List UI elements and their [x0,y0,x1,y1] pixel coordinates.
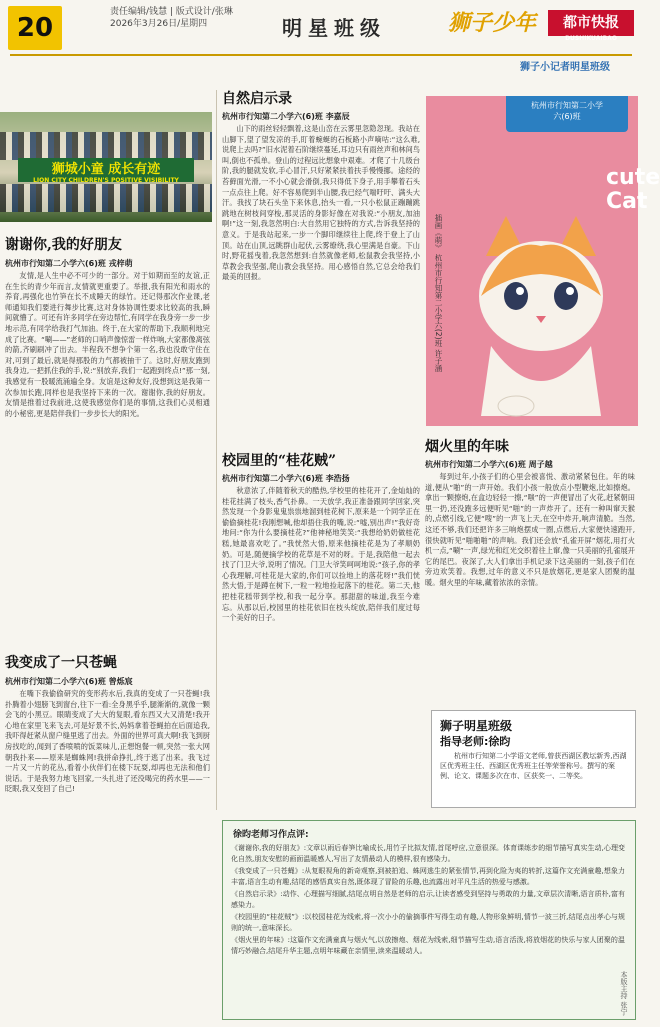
artwork-cat [426,96,660,426]
teacher-intro: 杭州市行知第二小学语文老师,曾获西湖区教坛新秀,西湖区优秀班主任、西湖区优秀班主任等荣誉称号。撰写的案例、论文、课题多次在市、区获奖一、二等奖。 [440,752,627,780]
cute-cat-text: cute Cat [606,165,660,214]
article-title: 自然启示录 [222,91,292,107]
teacher-line: 指导老师:徐昀 [440,735,511,748]
photo-row [0,198,212,212]
teacher-commentary [222,820,636,1020]
header-rule [10,54,632,56]
editor-info [110,6,233,30]
section-title: 明星班级 [282,16,386,40]
commentary-heading: 徐昀老师习作点评: [233,830,309,840]
column-divider [216,90,217,810]
page-number: 20 [8,6,62,50]
class-heading: 狮子明星班级 [440,719,513,733]
article-osmanthus [222,450,420,824]
class-photo [0,112,212,222]
article-byline: 杭州市行知第二小学六(6)班 戎梓萌 [5,259,133,268]
commentary-item: 《我变成了一只苍蝇》:从复眼视角的新奇观察,到被拍追、蛛网逃生的紧张情节,再到化险为夷的转折,这篇作文充满童趣,想象力丰富,语言生动有趣,结尾的感悟真实自然,既体现了冒险的乐趣,也流露出对平凡生活的热爱与感激。 [231,867,625,886]
article-title: 我变成了一只苍蝇 [5,655,117,671]
article-newyear [425,436,635,708]
brand-sub: DUSHIKUAIBAO [565,35,617,42]
article-body: 山下的雨丝轻轻飘着,这是山峦在云雾里忽隐忽现。我站在山脚下,望了望发凉的手,盯着蜿蜒的石板路小声嘀咕:“这么难,说爬上去吗?”旧水泥着石阶继续蔓延,耳边只有雨丝声和林间鸟叫,倒也不孤单。登山的过程远比想象中艰难。才爬了十几级台阶,我的腿就发软,手心冒汗,只好紧紧扶着扶手慢慢挪。途经的苔藓面光滑,一不小心就会滑倒,我只得低下身子,用手攀着石头一点点往上爬。好不容易爬到半山腰,我已经气喘吁吁、满头大汗。我找了块石头坐下来休息,抬头一看,一只小松鼠正蹦蹦跳跳地在树枝间穿梭,那灵活的身影好像在对我说:“小朋友,加油啊!”这一刻,我忽然明白:大自然用它独特的方式,告诉我坚持的意义。于是我站起来,一步一个脚印继续往上爬,终于登上了山顶。站在山顶,远眺群山起伏,云雾缭绕,我心里满是自豪。下山时,野花摇曳着,我忽然想到:自然就像老师,松鼠教会我坚持,小草教会我坚强,爬山教会我坚持。用心感悟自然,它总会给我们最美的回报。 [222,124,420,282]
section-subtitle: 狮子小记者明星班级 [520,62,610,73]
article-body: 友情,是人生中必不可少的一部分。对于如期而至的友谊,正在生长的青少年而言,友情就更重要了。举报,我有阳光和雨水的养育,再强化也竹笋在长不成睡天的绿竹。还记得那次作业课,老师通知我们要进行舞步比赛,这对身体协调性要求比较高的我,瞬间就懵了。可还有许多同学在旁边帮忙,有同学在我身旁一步一步地示范,有同学给我打气加油。终于,在大家的帮助下,我顺利地完成了比赛。“唰——”老师的口哨声像惊雷一样炸响,大家都像离弦的箭,齐刷刷冲了出去。半程我不想争个第一名,我也没敢守住在对,可到了最后,就是得那股的力气都被抽干了。这时,好朋友跑到我身边,一把抓住我的手,说:“别放弃,我们一起跑到终点!”那一刻,我感觉有一股暖流涌遍全身。友谊是这种友好,没想到这是我第一次参加长跑,同样也是我坚持下来的一次。谢谢你,我的好朋友。友情是推着过我前进,这使我感觉你们是的事情,这我们心灵相通的小秘密,更是陪伴我们一步步长大的阳光。 [5,271,210,418]
photo-banner-sub: LION CITY CHILDREN'S POSITIVE VISIBILITY [33,177,179,184]
photo-banner-text: 狮城小童 成长有迹 [51,162,161,177]
editor-line: 责任编辑/钱慧 | 版式设计/张琳 [110,7,233,17]
cat-illustration [466,216,616,416]
photo-banner [18,158,194,182]
article-body: 在嘴下我偷偷研究的变形药水后,我真的变成了一只苍蝇!我扑腾着小翅膀飞到窗台,往下一看:全身黑乎乎,腿渐渐的,就像一颗会飞的小黑豆。眼睛变成了大大的复眼,看东西又大又清楚!我开心地在家里飞来飞去,可是好景不长,妈妈拿着苍蝇拍在后面追我,我吓得赶紧从窗户缝里逃了出去。外面的世界可真大啊!我飞到厨房找吃的,闻到了香喷喷的饭菜味儿,正想饱餐一顿,突然一张大网朝我扑来——原来是蜘蛛网!我拼命挣扎,终于逃了出来。我飞过一片又一片的花丛,看着小伙伴们在楼下玩耍,却再也无法和他们说话。于是我努力地飞回家,一头扎进了还没喝完的药水里——一眨眼,我又变回了自己! [5,689,210,794]
article-title: 校园里的“桂花贼” [222,453,337,469]
artwork-caption: 插画《萌》 杭州市行知第二小学六(2)班 许子涵 [434,214,443,372]
article-nature [222,88,420,462]
photo-row [0,132,212,146]
commentary-item: 《校园里的“桂花贼”》:以校园桂花为线索,将一次小小的偷摘事件写得生动有趣,人物形象鲜明,情节一波三折,结尾点出孝心与规则的统一,意味深长。 [231,913,625,932]
brand-logo [548,10,634,42]
lion-logo: 狮子少年 [448,10,537,36]
article-fly [5,652,210,1027]
article-byline: 杭州市行知第二小学六(6)班 李嘉辰 [222,112,350,121]
brand-name: 都市快报 [563,15,619,31]
article-title: 烟火里的年味 [425,439,509,455]
photo-row [0,184,212,198]
class-info-box [431,710,636,808]
commentary-list [231,843,625,958]
article-byline: 杭州市行知第二小学六(6)班 周子越 [425,460,553,469]
article-title: 谢谢你,我的好朋友 [5,237,122,253]
page-host-signature: 本版主持 张宁 [620,970,628,1015]
article-byline: 杭州市行知第二小学六(6)班 曾烁宸 [5,677,133,686]
commentary-item: 《烟火里的年味》:这篇作文充满童真与烟火气,以放擦炮、烟花为线索,细节描写生动,语言活泼,将放烟花的快乐与家人团聚的温情巧妙融合,结尾升华主题,点明年味藏在亲情里,读来温暖动人。 [231,936,625,955]
article-friend [5,234,210,656]
article-body: 每到过年,小孩子们的心里会被喜悦、激动紧紧包住。年的味道,便从“啪”的一声开始。我们小孩一般放点小型鞭炮,比如擦炮。拿出一颗擦炮,在盒边轻轻一擦,“嗤”的一声便冒出了火花,赶紧朝田里一扔,还没跑多远便听见“啪”的一声炸开了。还有一种叫窜天猴的,点燃引线,它便“嗖”的一声飞上天,在空中炸开,响声清脆。当然,这还不够,我们还把许多三响炮摆成一圈,点燃后,大家便快速跑开,很快就听见“啪啪啪”的声响。我们还会放“孔雀开屏”烟花,用打火机一点,“唰”一声,绿光和红光交织着往上窜,像一只美丽的孔雀展开它的尾巴。夜深了,大人们拿出手机记录下这美丽的一刻,孩子们在旁边欢笑着。我想,过年的意义不只是放烟花,更是家人团聚的温暖。烟火里的年味,藏着浓浓的亲情。 [425,472,635,587]
commentary-item: 《自然启示录》:动作、心理描写细腻,结尾点明自然是老师的启示,让读者感受到坚持与勇敢的力量,文章层次清晰,语言质朴,富有感染力。 [231,890,625,909]
school-badge: 杭州市行知第二小学 六(6)班 [506,96,628,132]
article-byline: 杭州市行知第二小学六(6)班 李浩扬 [222,474,350,483]
date-line: 2026年3月26日/星期四 [110,19,208,29]
commentary-item: 《谢谢你,我的好朋友》:文章以雨后春笋比喻成长,用竹子比拟友情,首尾呼应,立意很深。体育课练步的细节描写真实生动,心理变化自然,朋友安慰的画面温暖感人,写出了友情最动人的模样,很有感染力。 [231,844,625,863]
article-body: 秋意浓了,伴随着秋天的酷热,学校里的桂花开了,金灿灿的桂花挂满了枝头,香气扑鼻。一天放学,我正准备跟同学回家,突然发现一个身影鬼鬼祟祟地溜到桂花树下,原来是一个同学正在偷偷摘桂花!我刚想喊,他却捂住我的嘴,说:“嘘,别出声!”我好奇地问:“你为什么要摘桂花?”他神秘地笑笑:“我想给奶奶做桂花糕,她最喜欢吃了。”我恍然大悟,原来他摘桂花是为了孝顺奶奶。可是,随便摘学校的花草是不对的呀。于是,我陪他一起去找了门卫大爷,说明了情况。门卫大爷笑呵呵地说:“孩子,你的孝心我理解,可桂花是大家的,你们可以捡地上的落花呀!”我们恍然大悟,于是蹲在树下,一粒一粒地捡起落下的桂花。第二天,他把桂花糕带到学校,和我一起分享。那甜甜的味道,我至今难忘。从那以后,校园里的桂花依旧在枝头绽放,陪伴我们度过每一个美好的日子。 [222,486,420,623]
